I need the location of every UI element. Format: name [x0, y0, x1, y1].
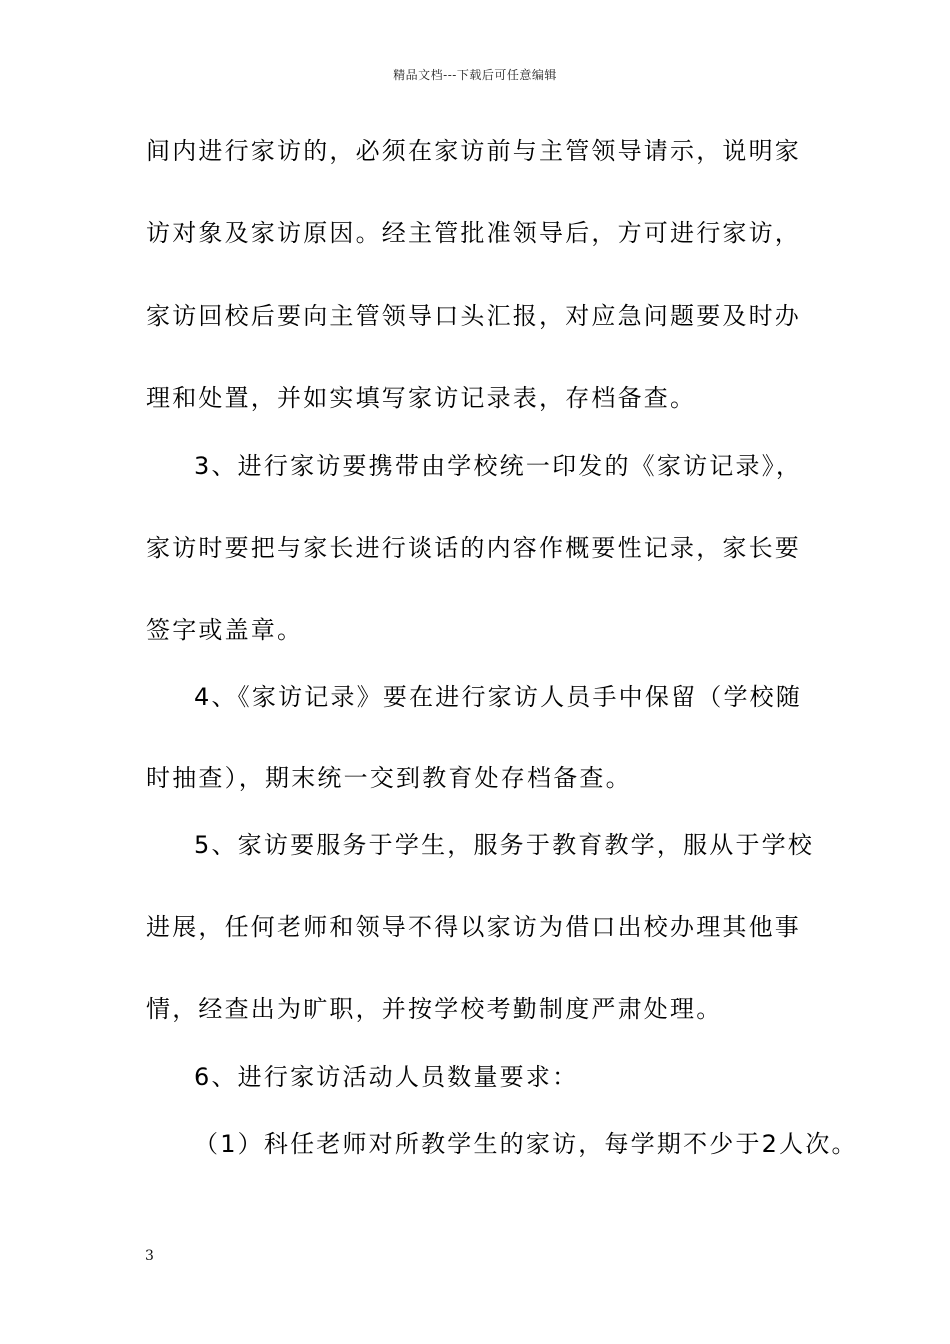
- body-text-line: 理和处置，并如实填写家访记录表，存档备查。: [146, 384, 697, 412]
- body-text-line: 情，经查出为旷职，并按学校考勤制度严肃处理。: [146, 995, 723, 1023]
- body-text-line: 进展，任何老师和领导不得以家访为借口出校办理其他事: [146, 913, 801, 941]
- body-text-line: 家访回校后要向主管领导口头汇报，对应急问题要及时办: [146, 302, 801, 330]
- paragraph-6-start: 6、进行家访活动人员数量要求：: [194, 1063, 579, 1091]
- paragraph-4-start: 4、《家访记录》要在进行家访人员手中保留（学校随: [194, 683, 803, 711]
- paragraph-5-start: 5、家访要服务于学生，服务于教育教学，服从于学校: [194, 831, 815, 859]
- body-text-line: 间内进行家访的，必须在家访前与主管领导请示，说明家: [146, 137, 801, 165]
- body-text-line: 访对象及家访原因。经主管批准领导后，方可进行家访，: [146, 219, 801, 247]
- page-number: 3: [145, 1248, 154, 1264]
- body-text-line: 签字或盖章。: [146, 616, 304, 644]
- paragraph-6-item-1: （1）科任老师对所教学生的家访，每学期不少于2人次。: [194, 1130, 858, 1158]
- page-header: 精品文档---下载后可任意编辑: [393, 68, 557, 82]
- body-text-line: 时抽查），期末统一交到教育处存档备查。: [146, 764, 632, 792]
- paragraph-3-start: 3、进行家访要携带由学校统一印发的《家访记录》，: [194, 452, 803, 480]
- body-text-line: 家访时要把与家长进行谈话的内容作概要性记录，家长要: [146, 534, 801, 562]
